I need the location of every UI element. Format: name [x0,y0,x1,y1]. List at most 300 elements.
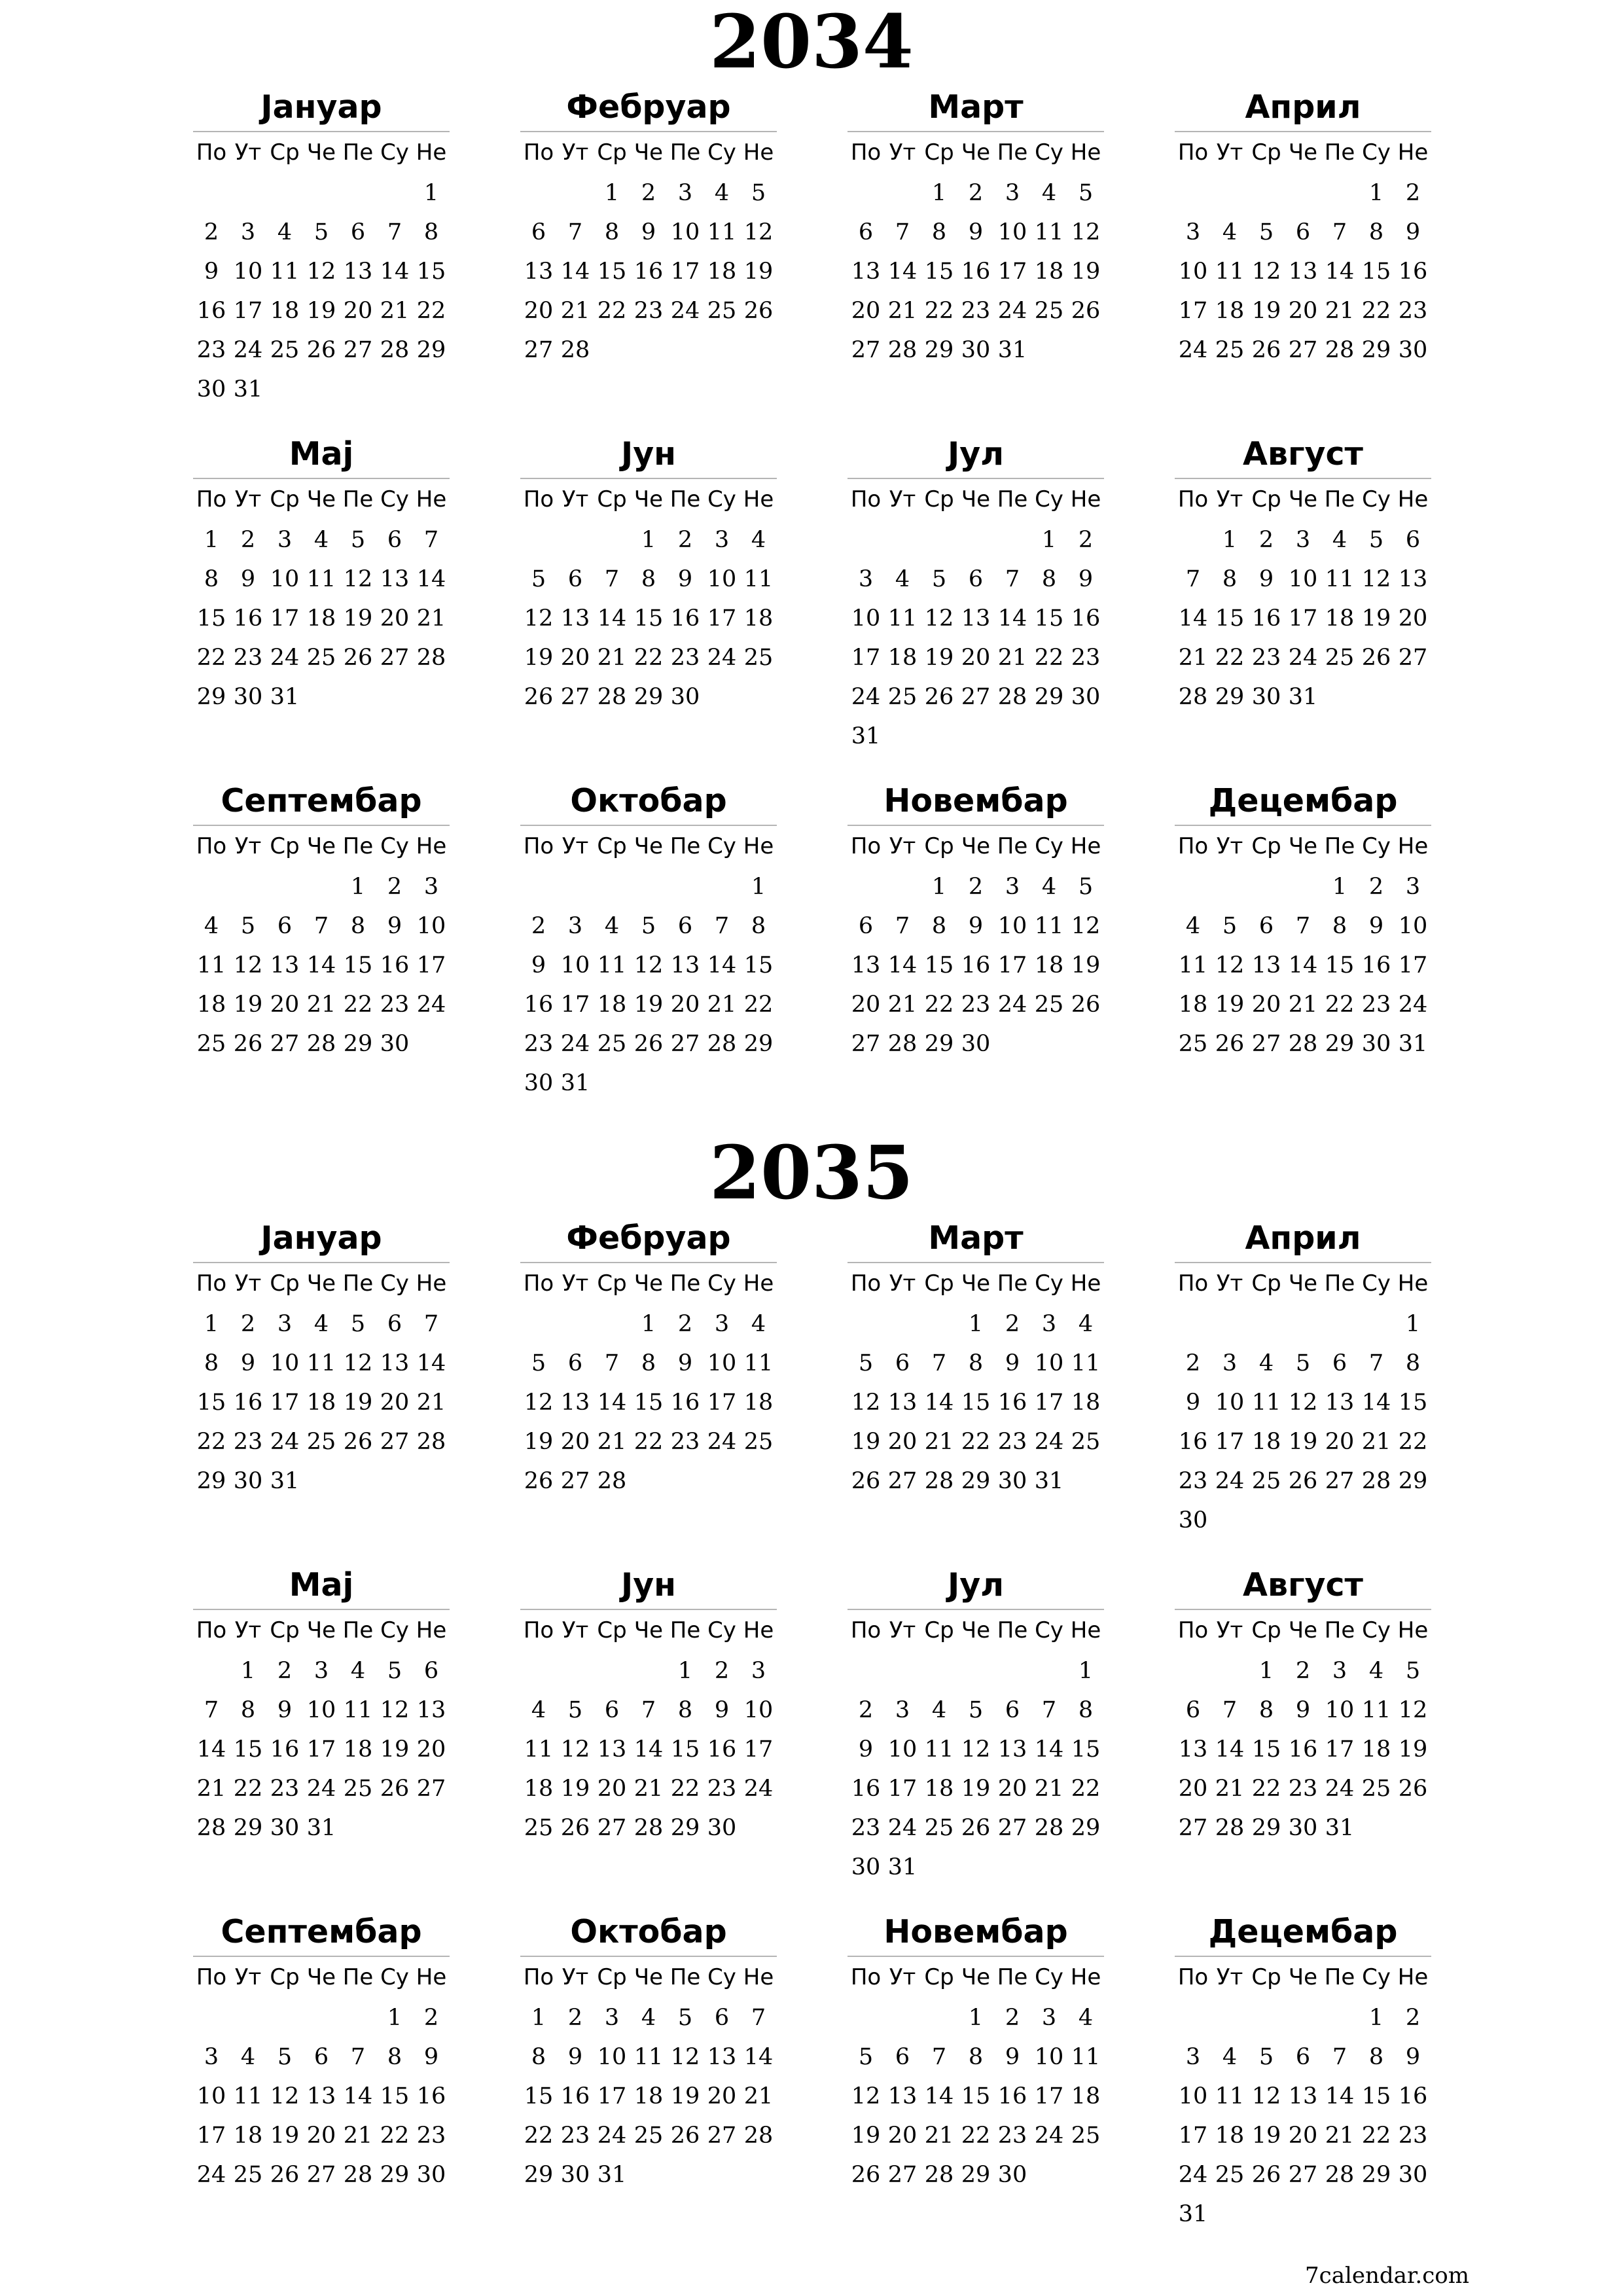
day-number: 11 [887,605,918,632]
month-name: Мај [193,1562,450,1610]
day-number: 24 [670,298,700,324]
day-number: 6 [1295,219,1311,245]
day-number: 30 [1398,2162,1428,2188]
day-number: 31 [1398,1031,1428,1057]
day-number: 21 [380,298,410,324]
day-number: 14 [416,566,446,592]
day-number: 28 [1034,1815,1064,1841]
day-number: 2 [423,2005,439,2031]
weekday-label: Че [633,486,664,512]
day-number: 10 [670,219,700,245]
day-number: 22 [1251,1776,1281,1802]
day-number: 13 [887,1390,918,1416]
day-number: 13 [961,605,991,632]
day-number: 20 [887,1429,918,1455]
day-number: 17 [1288,605,1318,632]
day-number: 25 [887,684,918,710]
day-number: 10 [270,1350,300,1376]
day-number: 30 [851,1854,881,1880]
day-number: 11 [524,1736,554,1763]
day-number: 2 [204,219,219,245]
day-number: 30 [961,337,991,363]
day-number: 8 [931,913,947,939]
day-number: 2 [1005,2005,1020,2031]
day-number: 10 [1034,2044,1064,2070]
day-number: 14 [997,605,1027,632]
day-number: 5 [531,1350,546,1376]
day-number: 20 [416,1736,446,1763]
day-number: 14 [887,952,918,978]
day-number: 21 [416,605,446,632]
day-number: 7 [1332,2044,1347,2070]
day-number: 9 [1258,566,1274,592]
month-calendar [520,1562,777,1848]
month-name: Јул [847,1562,1104,1610]
weekday-label: Пе [669,1270,701,1297]
day-number: 23 [707,1776,737,1802]
day-number: 23 [1071,645,1101,671]
weekday-label: Ут [234,486,262,512]
weekday-label: Ср [597,139,627,166]
day-number: 5 [277,2044,293,2070]
day-number: 27 [560,1468,590,1494]
day-number: 28 [887,337,918,363]
day-number: 19 [343,605,373,632]
month-name: Новембар [847,1909,1104,1957]
weekday-label: По [523,486,554,512]
weekday-label: Че [1288,1964,1318,1990]
day-number: 16 [961,952,991,978]
day-number: 6 [604,1697,620,1723]
day-number: 2 [968,180,984,206]
month-day-grid [1175,134,1431,370]
day-number: 26 [233,1031,263,1057]
day-number: 18 [887,645,918,671]
day-number: 1 [1368,2005,1384,2031]
weekday-label: По [850,486,882,512]
weekday-label: Пе [1324,139,1355,166]
day-number: 29 [1325,1031,1355,1057]
month-name: Април [1175,1215,1431,1263]
day-number: 25 [1325,645,1355,671]
day-number: 17 [196,2123,226,2149]
weekday-label: Ср [1251,139,1281,166]
weekday-label: Ср [924,1617,954,1643]
day-number: 1 [1332,874,1347,900]
day-number: 23 [1361,992,1391,1018]
day-number: 2 [1405,180,1421,206]
day-number: 12 [633,952,664,978]
weekday-label: Су [707,1270,736,1297]
month-day-grid [193,1959,450,2195]
day-number: 22 [416,298,446,324]
day-number: 18 [343,1736,373,1763]
day-number: 13 [887,2083,918,2109]
day-number: 2 [1185,1350,1201,1376]
day-number: 10 [851,605,881,632]
day-number: 11 [707,219,737,245]
day-number: 19 [233,992,263,1018]
day-number: 13 [1288,259,1318,285]
day-number: 17 [270,605,300,632]
day-number: 13 [1288,2083,1318,2109]
weekday-label: Су [707,833,736,859]
weekday-label: Не [416,1270,447,1297]
day-number: 3 [714,1311,730,1337]
day-number: 15 [633,605,664,632]
day-number: 9 [1295,1697,1311,1723]
day-number: 24 [1288,645,1318,671]
weekday-label: Пе [997,486,1028,512]
weekday-label: Не [743,1964,774,1990]
day-number: 23 [524,1031,554,1057]
month-calendar [1175,84,1431,370]
day-number: 26 [1251,337,1281,363]
day-number: 27 [997,1815,1027,1841]
day-number: 15 [233,1736,263,1763]
day-number: 14 [380,259,410,285]
day-number: 29 [1215,684,1245,710]
day-number: 4 [1332,527,1347,553]
day-number: 21 [887,298,918,324]
day-number: 8 [641,1350,656,1376]
day-number: 18 [306,1390,336,1416]
weekday-label: Ут [562,1617,589,1643]
day-number: 20 [343,298,373,324]
day-number: 21 [597,645,627,671]
day-number: 12 [1215,952,1245,978]
day-number: 26 [633,1031,664,1057]
day-number: 25 [233,2162,263,2188]
month-day-grid [1175,1265,1431,1540]
day-number: 15 [1071,1736,1101,1763]
weekday-label: Че [961,1270,991,1297]
day-number: 10 [1288,566,1318,592]
day-number: 29 [961,1468,991,1494]
day-number: 3 [1005,180,1020,206]
day-number: 8 [1332,913,1347,939]
day-number: 21 [560,298,590,324]
day-number: 7 [387,219,402,245]
day-number: 15 [1361,259,1391,285]
weekday-label: Ср [597,486,627,512]
day-number: 31 [1178,2201,1208,2227]
day-number: 2 [1405,2005,1421,2031]
day-number: 12 [1251,259,1281,285]
day-number: 20 [270,992,300,1018]
weekday-label: Ср [270,139,300,166]
day-number: 31 [597,2162,627,2188]
weekday-label: Су [707,486,736,512]
day-number: 23 [1288,1776,1318,1802]
month-day-grid [520,1959,777,2195]
day-number: 21 [597,1429,627,1455]
weekday-label: Ср [270,1617,300,1643]
weekday-label: Су [1362,1964,1391,1990]
weekday-label: Ут [889,1270,916,1297]
day-number: 9 [1368,913,1384,939]
day-number: 10 [1178,2083,1208,2109]
day-number: 12 [851,2083,881,2109]
day-number: 5 [1078,180,1094,206]
day-number: 4 [931,1697,947,1723]
day-number: 26 [743,298,774,324]
day-number: 27 [887,1468,918,1494]
day-number: 11 [233,2083,263,2109]
day-number: 1 [1222,527,1238,553]
weekday-label: Ут [562,833,589,859]
day-number: 3 [895,1697,910,1723]
weekday-label: Че [633,1617,664,1643]
month-day-grid [520,1265,777,1501]
day-number: 6 [567,566,583,592]
day-number: 24 [1215,1468,1245,1494]
day-number: 10 [1215,1390,1245,1416]
day-number: 9 [204,259,219,285]
day-number: 19 [524,1429,554,1455]
day-number: 6 [1405,527,1421,553]
day-number: 5 [1368,527,1384,553]
day-number: 25 [1251,1468,1281,1494]
day-number: 18 [1325,605,1355,632]
weekday-label: Су [1035,139,1063,166]
month-calendar [847,1909,1104,2195]
day-number: 16 [196,298,226,324]
day-number: 28 [1325,2162,1355,2188]
day-number: 15 [343,952,373,978]
day-number: 7 [895,219,910,245]
day-number: 20 [380,605,410,632]
day-number: 29 [1361,2162,1391,2188]
day-number: 24 [233,337,263,363]
day-number: 30 [416,2162,446,2188]
day-number: 10 [707,1350,737,1376]
day-number: 18 [633,2083,664,2109]
day-number: 6 [387,527,402,553]
weekday-label: Ут [889,486,916,512]
day-number: 2 [1295,1658,1311,1684]
day-number: 21 [1361,1429,1391,1455]
day-number: 29 [924,1031,954,1057]
weekday-label: Ср [270,1964,300,1990]
day-number: 20 [851,992,881,1018]
weekday-label: Су [380,1964,409,1990]
day-number: 6 [858,913,874,939]
month-day-grid [847,1959,1104,2195]
day-number: 12 [924,605,954,632]
day-number: 17 [416,952,446,978]
day-number: 24 [560,1031,590,1057]
day-number: 30 [1361,1031,1391,1057]
day-number: 7 [604,1350,620,1376]
day-number: 1 [931,874,947,900]
day-number: 15 [1251,1736,1281,1763]
day-number: 16 [1178,1429,1208,1455]
day-number: 14 [633,1736,664,1763]
month-calendar [1175,1562,1431,1848]
day-number: 17 [887,1776,918,1802]
day-number: 7 [1005,566,1020,592]
day-number: 16 [270,1736,300,1763]
day-number: 15 [1398,1390,1428,1416]
day-number: 4 [240,2044,256,2070]
day-number: 21 [743,2083,774,2109]
day-number: 21 [1215,1776,1245,1802]
day-number: 10 [270,566,300,592]
day-number: 5 [387,1658,402,1684]
day-number: 29 [743,1031,774,1057]
day-number: 31 [887,1854,918,1880]
day-number: 24 [997,992,1027,1018]
month-calendar [193,84,450,409]
weekday-label: Ср [597,1270,627,1297]
weekday-label: По [1177,139,1209,166]
day-number: 3 [277,527,293,553]
footer-site-name: 7calendar.com [1305,2263,1469,2289]
weekday-label: Не [743,833,774,859]
day-number: 9 [714,1697,730,1723]
day-number: 24 [1034,1429,1064,1455]
weekday-label: Че [961,1617,991,1643]
weekday-label: Ср [597,1617,627,1643]
weekday-label: Ут [234,1617,262,1643]
weekday-label: Ут [234,139,262,166]
day-number: 4 [751,527,766,553]
weekday-label: Пе [669,486,701,512]
weekday-label: Че [1288,833,1318,859]
weekday-label: Ут [562,139,589,166]
weekday-label: Пе [342,1964,374,1990]
weekday-label: Пе [1324,1964,1355,1990]
day-number: 26 [1215,1031,1245,1057]
weekday-label: Ср [924,486,954,512]
month-day-grid [193,1612,450,1848]
day-number: 4 [604,913,620,939]
weekday-label: Не [416,1617,447,1643]
day-number: 5 [1405,1658,1421,1684]
day-number: 6 [350,219,366,245]
day-number: 29 [343,1031,373,1057]
weekday-label: Су [1362,486,1391,512]
day-number: 29 [1251,1815,1281,1841]
day-number: 11 [1361,1697,1391,1723]
day-number: 26 [343,645,373,671]
day-number: 18 [1251,1429,1281,1455]
day-number: 24 [997,298,1027,324]
day-number: 13 [343,259,373,285]
weekday-label: Не [743,1617,774,1643]
weekday-label: Не [743,1270,774,1297]
day-number: 10 [1178,259,1208,285]
day-number: 14 [1288,952,1318,978]
weekday-label: Че [633,833,664,859]
day-number: 1 [604,180,620,206]
day-number: 10 [743,1697,774,1723]
day-number: 5 [1295,1350,1311,1376]
day-number: 8 [931,219,947,245]
day-number: 3 [240,219,256,245]
day-number: 27 [851,1031,881,1057]
day-number: 19 [1361,605,1391,632]
day-number: 10 [597,2044,627,2070]
day-number: 28 [707,1031,737,1057]
day-number: 22 [1325,992,1355,1018]
day-number: 18 [524,1776,554,1802]
day-number: 7 [1185,566,1201,592]
day-number: 30 [1288,1815,1318,1841]
weekday-label: Ср [1251,833,1281,859]
day-number: 13 [1251,952,1281,978]
day-number: 14 [196,1736,226,1763]
weekday-label: Че [961,1964,991,1990]
day-number: 30 [707,1815,737,1841]
day-number: 28 [597,1468,627,1494]
day-number: 7 [931,1350,947,1376]
day-number: 16 [961,259,991,285]
weekday-label: По [523,1270,554,1297]
day-number: 25 [343,1776,373,1802]
day-number: 7 [1295,913,1311,939]
day-number: 4 [1041,874,1057,900]
day-number: 26 [1398,1776,1428,1802]
day-number: 19 [306,298,336,324]
weekday-label: По [1177,833,1209,859]
day-number: 10 [707,566,737,592]
weekday-label: По [850,1270,882,1297]
month-name: Јун [520,1562,777,1610]
day-number: 19 [380,1736,410,1763]
day-number: 31 [1288,684,1318,710]
day-number: 16 [1071,605,1101,632]
day-number: 2 [240,1311,256,1337]
day-number: 16 [1398,259,1428,285]
day-number: 25 [1178,1031,1208,1057]
weekday-label: Ут [889,139,916,166]
day-number: 28 [196,1815,226,1841]
day-number: 9 [423,2044,439,2070]
day-number: 23 [1251,645,1281,671]
day-number: 2 [677,1311,693,1337]
day-number: 8 [1078,1697,1094,1723]
day-number: 5 [240,913,256,939]
weekday-label: Че [633,139,664,166]
day-number: 22 [1361,298,1391,324]
day-number: 5 [968,1697,984,1723]
day-number: 6 [423,1658,439,1684]
day-number: 18 [233,2123,263,2149]
day-number: 24 [1034,2123,1064,2149]
day-number: 15 [1215,605,1245,632]
day-number: 14 [1361,1390,1391,1416]
day-number: 4 [277,219,293,245]
day-number: 6 [277,913,293,939]
weekday-label: Ут [562,1270,589,1297]
weekday-label: Не [1070,833,1101,859]
day-number: 8 [751,913,766,939]
weekday-label: Су [1035,1617,1063,1643]
day-number: 30 [524,1070,554,1096]
day-number: 12 [306,259,336,285]
day-number: 16 [1288,1736,1318,1763]
day-number: 29 [524,2162,554,2188]
month-calendar [193,1562,450,1848]
month-day-grid [193,134,450,409]
weekday-label: Че [306,833,336,859]
day-number: 28 [416,645,446,671]
day-number: 27 [380,1429,410,1455]
month-calendar [1175,778,1431,1064]
weekday-label: Ср [270,1270,300,1297]
